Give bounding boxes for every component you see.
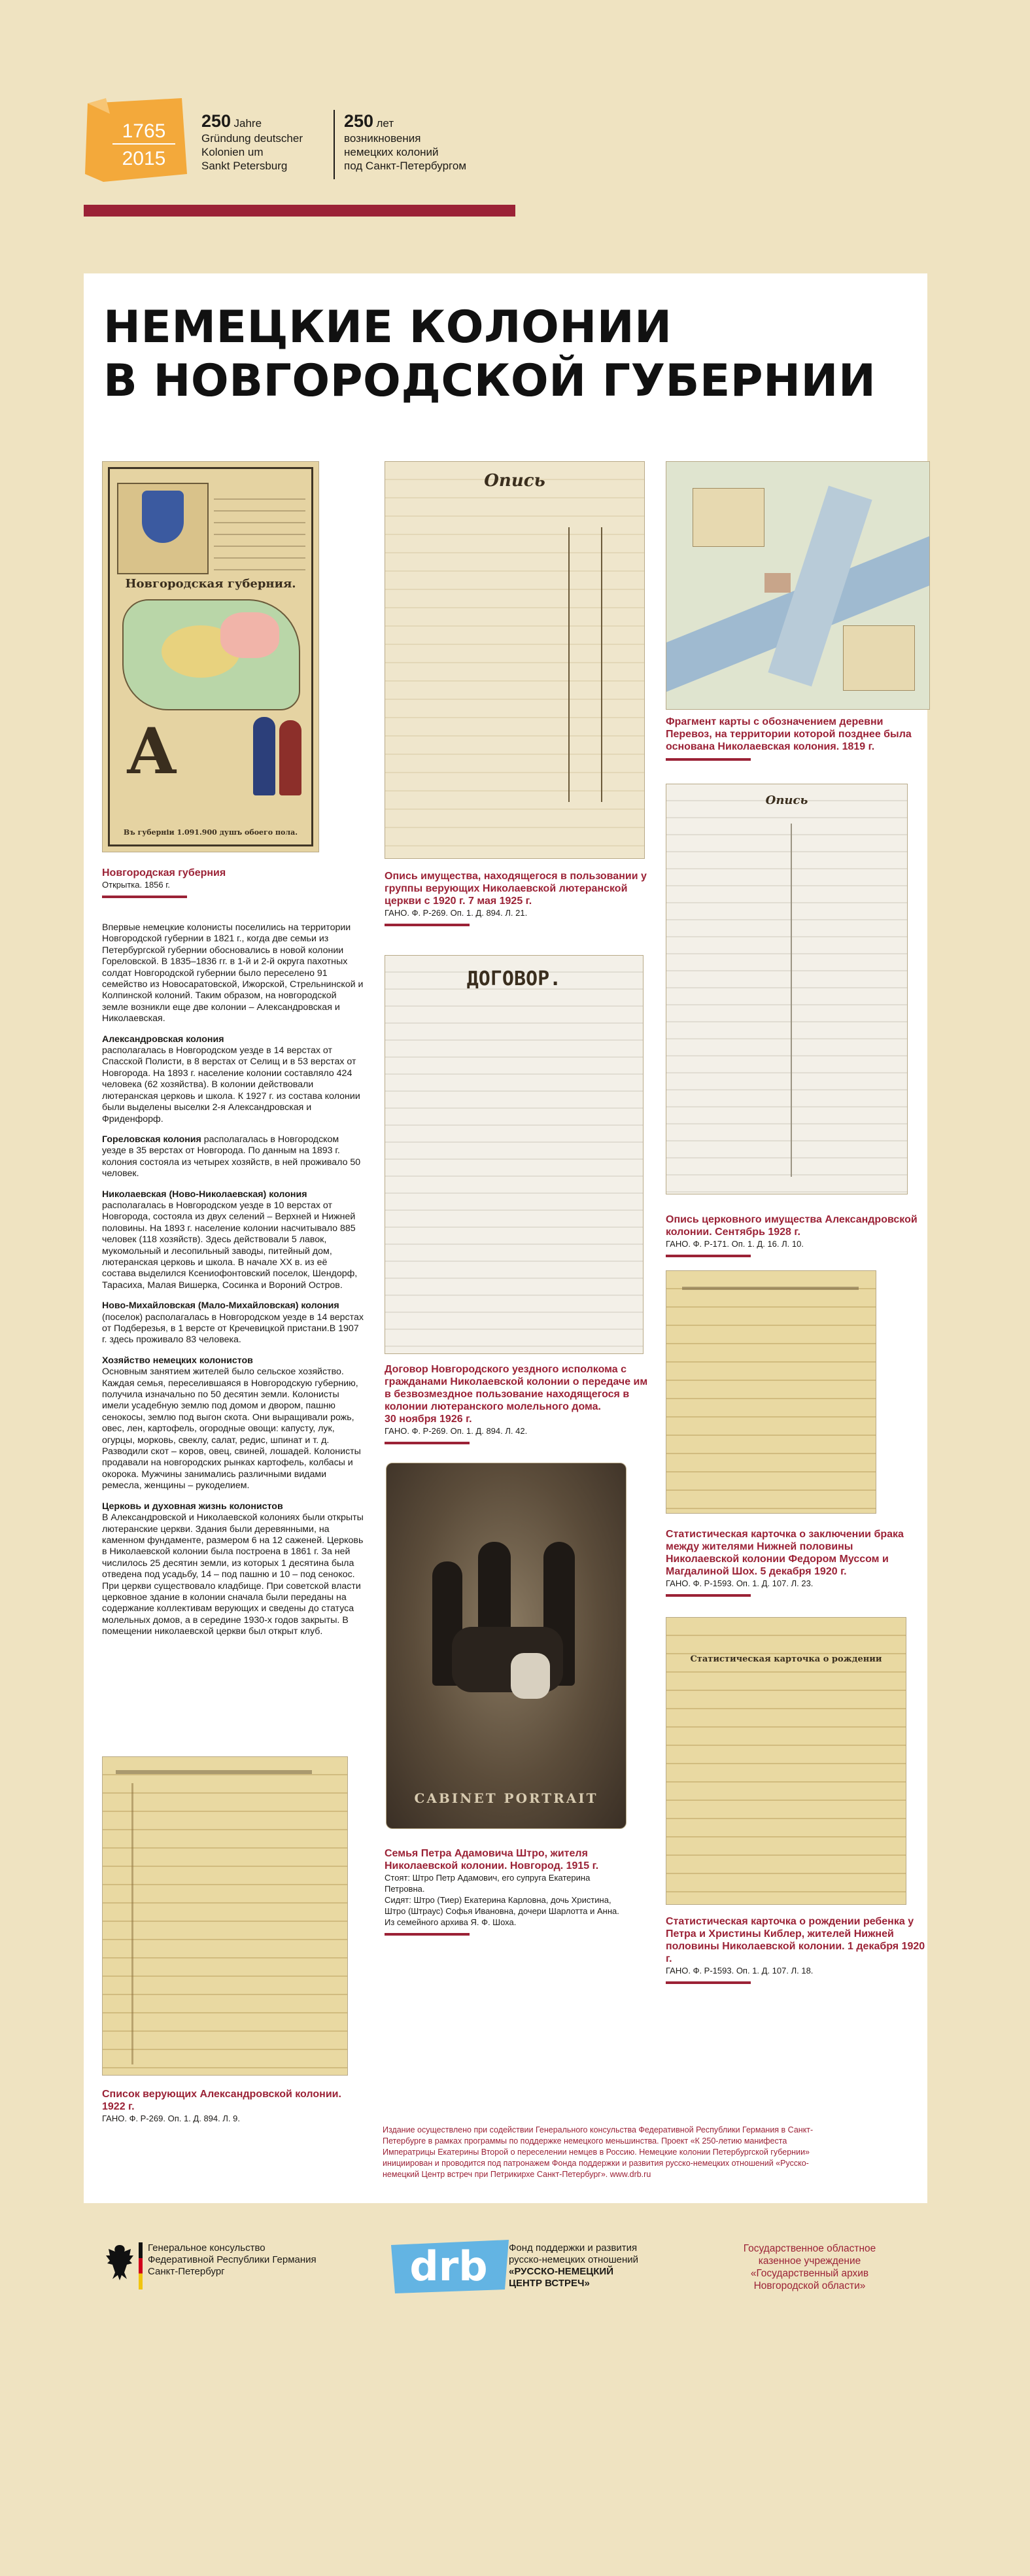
archive-line: казенное учреждение	[758, 2255, 861, 2267]
church-inventory-caption	[666, 1213, 927, 1257]
caption-title: Фрагмент карты с обозначением деревни Перевоз, на территории которой позднее была основана Николаевская колония. 1819 г.	[666, 716, 912, 752]
caption-title: Статистическая карточка о заключении брака между жителями Нижней половины Николаевской колонии Федором Муссом и Магдалиной Шох. 5 декабря 1920 г.	[666, 1529, 904, 1577]
header-left-unit: Jahre	[233, 117, 262, 130]
caption-rule	[666, 758, 751, 761]
caption-text: Открытка. 1856 г.	[102, 880, 171, 890]
family-photo-caption	[385, 1847, 627, 1936]
caption-text: Сидят: Штро (Тиер) Екатерина Карловна, дочь Христина, Штро (Штраус) Софья Ивановна, дочери Шарлотта и Анна.	[385, 1895, 619, 1916]
header-left-line: Kolonien um	[201, 146, 264, 158]
caption-text: Из семейного архива Я. Ф. Шоха.	[385, 1917, 517, 1927]
section-title: Хозяйство немецких колонистов	[102, 1355, 253, 1366]
header-left-number: 250	[201, 111, 232, 131]
caption-rule	[102, 896, 187, 898]
drb-foundation-name	[509, 2242, 692, 2289]
birth-card-heading: Статистическая карточка о рождении	[690, 1654, 882, 1664]
believers-list-image	[102, 1756, 348, 2076]
caption-date: 30 ноября 1926 г.	[385, 1414, 472, 1425]
section-text: располагалась в Новгородском уезде в 14 верстах от Спасской Полисти, в 8 верстах от Селищ и в 53 верстах от Новгорода. На 1893 г. население колонии составляло 424 человека (62 хозяйства). В колонии действовали лютеранская церковь и школа. К 1927 г. из состава колонии были выделены выселки 2-я Александровская и Фриденфорф.	[102, 1045, 360, 1124]
page-title	[103, 301, 888, 408]
novgorod-province-card-image	[102, 461, 319, 852]
caption-title: Новгородская губерния	[102, 867, 226, 879]
caption-title: Опись церковного имущества Александровской колонии. Сентябрь 1928 г.	[666, 1214, 918, 1238]
archive-line: Новгородской области»	[753, 2280, 866, 2291]
section-title: Гореловская колония	[102, 1134, 201, 1145]
family-photo-stamp: CABINET PORTRAIT	[414, 1790, 598, 1806]
marriage-card-image	[666, 1270, 876, 1514]
drb-line: «РУССКО-НЕМЕЦКИЙ	[509, 2266, 613, 2277]
drb-line: русско-немецких отношений	[509, 2254, 638, 2265]
anniversary-badge	[84, 97, 190, 184]
caption-text: ГАНО. Ф. Р-171. Оп. 1. Д. 16. Л. 10.	[666, 1239, 804, 1249]
archive-line: Государственное областное	[743, 2243, 876, 2254]
header-right-line: немецких колоний	[344, 146, 439, 158]
marriage-card-caption	[666, 1528, 927, 1597]
header-accent-bar	[84, 205, 515, 217]
section-text: Основным занятием жителей было сельское хозяйство. Каждая семья, переселившаяся в Новгородскую губернию, получила изначально по 50 десятин земли. Колонисты имели усадебную землю под домом и двором, пашню сенокосы, землю под выгон скота. Они выращивали рожь, овес, лен, картофель, огородные овощи: капусту, лук, огурцы, морковь, свеклу, салат, редис, шпинат и т. д. Разводили скот – коров, овец, свиней, лошадей. Колонисты продавали на новгородских рынках картофель, колбасы и окорока. Мужчины занимались различными видами ремесла, женщины – рукоделием.	[102, 1366, 361, 1491]
caption-text: ГАНО. Ф. Р-1593. Оп. 1. Д. 107. Л. 23.	[666, 1578, 814, 1588]
section-text: располагалась в Новгородском уезде в 10 верстах от Новгорода, состояла из двух селений – Верхней и Нижней половины. На 1893 г. население колонии насчитывало 885 человек (118 хозяйств). Здесь действовали 5 лавок, мукомольный и лесопильный заводы, питейный дом, лютеранская церковь и школа. В начале XX в. из её состава выделился Ксениофонтовский поселок, Шендорф, Тарасиха, Малая Вишерка, Сосинка и Вороний Остров.	[102, 1200, 358, 1291]
contract-image-heading: ДОГОВОР.	[466, 967, 562, 990]
card-image-footer: Въ губерніи 1.091.900 душъ обоего пола.	[123, 828, 298, 837]
consulate-line: Санкт-Петербург	[148, 2266, 225, 2277]
header-german-text	[201, 111, 332, 173]
caption-text: ГАНО. Ф. Р-269. Оп. 1. Д. 894. Л. 42.	[385, 1426, 528, 1436]
caption-title: Статистическая карточка о рождении ребенка у Петра и Христины Киблер, жителей Нижней половины Николаевской колонии. 1 декабря 1920 г.	[666, 1916, 925, 1964]
header-right-unit: лет	[376, 117, 394, 130]
drb-line: Фонд поддержки и развития	[509, 2242, 638, 2254]
header-right-line: возникновения	[344, 132, 421, 145]
german-eagle-icon	[103, 2242, 136, 2283]
family-photo-image	[386, 1463, 627, 1829]
birth-card-image	[666, 1617, 906, 1905]
section-text: (поселок) располагалась в Новгородском уезде в 14 верстах от Подберезья, в 1 версте от Кречевицкой пристани.В 1907 г. здесь проживало 83 человека.	[102, 1312, 364, 1346]
card-image-heading: Новгородская губерния.	[125, 577, 296, 591]
church-inventory-image	[666, 784, 908, 1194]
caption-rule	[385, 1933, 470, 1936]
old-map-image	[666, 461, 930, 710]
section-text: располагалась в Новгородском уезде в 35 верстах от Новгорода. По данным на 1893 г. колония состояла из четырех хозяйств, в ней проживало 50 человек.	[102, 1134, 361, 1179]
caption-text: ГАНО. Ф. Р-1593. Оп. 1. Д. 107. Л. 18.	[666, 1966, 814, 1976]
believers-list-caption	[102, 2088, 351, 2124]
inventory-caption	[385, 870, 653, 926]
drb-logo	[385, 2237, 515, 2296]
title-line-2: В НОВГОРОДСКОЙ ГУБЕРНИИ	[103, 355, 876, 407]
badge-year-top: 1765	[122, 120, 166, 142]
caption-rule	[666, 1981, 751, 1984]
caption-rule	[385, 1442, 470, 1444]
header-right-number: 250	[344, 111, 374, 131]
header-left-line: Sankt Petersburg	[201, 160, 288, 172]
article-body	[102, 922, 364, 1647]
old-map-caption	[666, 716, 927, 761]
caption-text: Стоят: Штро Петр Адамович, его супруга Екатерина Петровна.	[385, 1873, 591, 1894]
caption-rule	[666, 1255, 751, 1257]
consulate-name	[148, 2242, 337, 2278]
caption-rule	[385, 924, 470, 926]
drb-logo-text: drb	[409, 2242, 488, 2290]
inventory-image-heading: Опись	[484, 471, 545, 491]
header-divider	[334, 110, 335, 179]
section-title: Александровская колония	[102, 1034, 224, 1045]
contract-caption	[385, 1363, 653, 1444]
church-inventory-heading: Опись	[765, 793, 808, 807]
caption-title: Договор Новгородского уездного исполкома с гражданами Николаевской колонии о передаче им в безвозмездное пользование находящегося в колонии лютеранского молельного дома.	[385, 1364, 648, 1412]
publication-note: Издание осуществлено при содействии Генерального консульства Федеративной Республики Германия в Санкт-Петербурге в рамках программы по поддержке немецкого меньшинства. Проект «К 250-летию манифеста Императрицы Екатерины Второй о переселении немцев в Россию. Немецкие колонии Петербургской губернии» инициирован и проводится под патронажем Фонда поддержки и развития русско-немецких отношений «Русско-немецкий Центр встреч при Петрикирхе Санкт-Петербург». www.drb.ru	[383, 2125, 814, 2179]
caption-title: Семья Петра Адамовича Штро, жителя Николаевской колонии. Новгород. 1915 г.	[385, 1848, 599, 1871]
header-russian-text	[344, 111, 514, 173]
section-title: Церковь и духовная жизнь колонистов	[102, 1501, 283, 1512]
title-line-1: НЕМЕЦКИЕ КОЛОНИИ	[103, 302, 672, 353]
property-inventory-image	[385, 461, 645, 859]
header-left-line: Gründung deutscher	[201, 132, 303, 145]
archive-name	[725, 2242, 895, 2292]
caption-text: ГАНО. Ф. Р-269. Оп. 1. Д. 894. Л. 21.	[385, 908, 528, 918]
archive-line: «Государственный архив	[750, 2268, 869, 2279]
card-image-letter: А	[126, 714, 178, 788]
consulate-line: Федеративной Республики Германия	[148, 2254, 317, 2265]
caption-rule	[666, 1594, 751, 1597]
section-title: Ново-Михайловская (Мало-Михайловская) колония	[102, 1300, 339, 1312]
section-text: В Александровской и Николаевской колониях были открыты лютеранские церкви. Здания были деревянными, на каменном фундаменте, размером 6 на 12 саженей. Церковь в Николаевской колонии была построена в 1861 г. За ней числилось 25 десятин земли, из которых 1 десятина была отведена под усадьбу, 14 – под пашню и 10 – под сенокос. При церкви существовало кладбище. При советской власти церковное здание в колонии сначала были переданы на содержание коллективам верующих и сведены до статуса молельных домов, а в середине 1930-х годов закрыты. В помещении николаевской церкви был открыт клуб.	[102, 1512, 364, 1637]
caption-title: Список верующих Александровской колонии. 1922 г.	[102, 2089, 341, 2112]
caption-title: Опись имущества, находящегося в пользовании у группы верующих Николаевской лютеранской церкви с 1920 г. 7 мая 1925 г.	[385, 871, 647, 907]
map-card-caption	[102, 867, 318, 898]
consulate-line: Генеральное консульство	[148, 2242, 266, 2254]
german-flag-stripe	[139, 2242, 143, 2289]
birth-card-caption	[666, 1915, 927, 1984]
intro-paragraph: Впервые немецкие колонисты поселились на территории Новгородской губернии в 1821 г., когда две семьи из Петербургской губернии обосновались в новой колонии Гореловской. В 1835–1836 гг. в 1-й и 2-й округа пахотных солдат Новгородской губернии было переселено 91 семейство из Новосаратовской, Ижорской, Стрельнинской и Колпинской колоний. Таким образом, на новгородской земле возникли еще две колонии – Александровская и Николаевская.	[102, 922, 364, 1024]
drb-line: ЦЕНТР ВСТРЕЧ»	[509, 2278, 590, 2289]
section-title: Николаевская (Ново-Николаевская) колония	[102, 1189, 307, 1200]
caption-text: ГАНО. Ф. Р-269. Оп. 1. Д. 894. Л. 9.	[102, 2114, 240, 2123]
contract-document-image	[385, 955, 644, 1354]
header-right-line: под Санкт-Петербургом	[344, 160, 467, 172]
badge-year-bottom: 2015	[122, 148, 166, 169]
